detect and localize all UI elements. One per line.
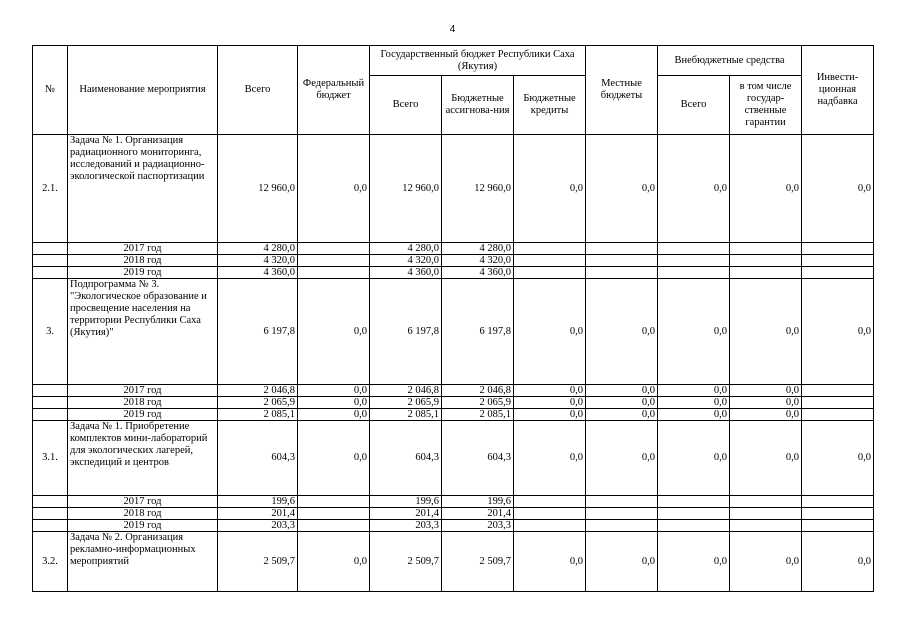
cell-federal: [298, 267, 370, 279]
cell-local-budgets: [586, 520, 658, 532]
cell-investment: 0,0: [802, 135, 874, 243]
cell-federal: 0,0: [298, 421, 370, 496]
cell-offbudget-guarantees: [730, 255, 802, 267]
year-label: 2017 год: [68, 496, 218, 508]
row-index: [33, 255, 68, 267]
year-row: [33, 397, 874, 409]
header-name: Наименование мероприятия: [68, 46, 218, 135]
cell-state-allocations: 201,4: [442, 508, 514, 520]
cell-local-budgets: 0,0: [586, 279, 658, 385]
row-index: [33, 243, 68, 255]
year-row: [33, 508, 874, 520]
cell-total: 199,6: [218, 496, 298, 508]
year-label: 2018 год: [68, 397, 218, 409]
cell-local-budgets: 0,0: [586, 409, 658, 421]
cell-state-total: 2 065,9: [370, 397, 442, 409]
cell-offbudget-total: 0,0: [658, 397, 730, 409]
cell-investment: 0,0: [802, 279, 874, 385]
row-index: [33, 385, 68, 397]
cell-state-total: 2 085,1: [370, 409, 442, 421]
row-index: [33, 397, 68, 409]
cell-investment: [802, 385, 874, 397]
cell-offbudget-guarantees: [730, 496, 802, 508]
cell-local-budgets: 0,0: [586, 385, 658, 397]
cell-state-total: 203,3: [370, 520, 442, 532]
cell-total: 201,4: [218, 508, 298, 520]
cell-federal: [298, 255, 370, 267]
cell-total: 2 046,8: [218, 385, 298, 397]
cell-local-budgets: [586, 496, 658, 508]
cell-state-allocations: 604,3: [442, 421, 514, 496]
cell-state-total: 201,4: [370, 508, 442, 520]
row-index: [33, 520, 68, 532]
cell-state-total: 2 046,8: [370, 385, 442, 397]
cell-federal: 0,0: [298, 409, 370, 421]
cell-investment: [802, 496, 874, 508]
row-index: [33, 409, 68, 421]
year-row: [33, 409, 874, 421]
cell-total: 604,3: [218, 421, 298, 496]
cell-investment: 0,0: [802, 532, 874, 592]
cell-state-allocations: 4 320,0: [442, 255, 514, 267]
cell-local-budgets: 0,0: [586, 532, 658, 592]
cell-state-total: 6 197,8: [370, 279, 442, 385]
cell-state-allocations: 203,3: [442, 520, 514, 532]
year-label: 2018 год: [68, 508, 218, 520]
cell-state-credits: 0,0: [514, 279, 586, 385]
header-investment: Инвести-ционная надбавка: [802, 46, 874, 135]
cell-state-credits: [514, 508, 586, 520]
header-total: Всего: [218, 46, 298, 135]
year-row: [33, 255, 874, 267]
cell-local-budgets: 0,0: [586, 135, 658, 243]
cell-state-total: 604,3: [370, 421, 442, 496]
cell-federal: [298, 243, 370, 255]
cell-total: 6 197,8: [218, 279, 298, 385]
cell-offbudget-total: 0,0: [658, 135, 730, 243]
cell-investment: 0,0: [802, 421, 874, 496]
table-row: [33, 279, 874, 385]
activity-name: Задача № 2. Организация рекламно-информационных мероприятий: [68, 532, 218, 592]
cell-total: 12 960,0: [218, 135, 298, 243]
activity-name: Задача № 1. Организация радиационного мониторинга, исследований и радиационно-экологической паспортизации: [68, 135, 218, 243]
header-state-total: Всего: [370, 76, 442, 135]
table-body: [33, 135, 874, 592]
cell-local-budgets: [586, 255, 658, 267]
cell-state-total: 199,6: [370, 496, 442, 508]
cell-offbudget-guarantees: 0,0: [730, 279, 802, 385]
cell-offbudget-total: 0,0: [658, 532, 730, 592]
year-row: [33, 385, 874, 397]
cell-total: 4 360,0: [218, 267, 298, 279]
row-index: 2.1.: [33, 135, 68, 243]
cell-state-credits: [514, 496, 586, 508]
row-index: 3.1.: [33, 421, 68, 496]
cell-offbudget-total: 0,0: [658, 409, 730, 421]
year-label: 2017 год: [68, 385, 218, 397]
cell-investment: [802, 520, 874, 532]
cell-state-allocations: 2 046,8: [442, 385, 514, 397]
cell-state-total: 4 360,0: [370, 267, 442, 279]
cell-offbudget-total: 0,0: [658, 279, 730, 385]
header-state-allocations: Бюджетные ассигнова-ния: [442, 76, 514, 135]
cell-state-credits: 0,0: [514, 135, 586, 243]
year-row: [33, 520, 874, 532]
cell-investment: [802, 409, 874, 421]
cell-offbudget-total: [658, 255, 730, 267]
cell-offbudget-total: [658, 520, 730, 532]
cell-federal: [298, 496, 370, 508]
cell-state-allocations: 2 065,9: [442, 397, 514, 409]
row-index: 3.: [33, 279, 68, 385]
cell-offbudget-guarantees: 0,0: [730, 385, 802, 397]
header-offbudget-guarantees: в том числе государ-ственные гарантии: [730, 76, 802, 135]
cell-state-total: 4 320,0: [370, 255, 442, 267]
cell-federal: [298, 520, 370, 532]
row-index: [33, 496, 68, 508]
cell-total: 4 320,0: [218, 255, 298, 267]
cell-state-allocations: 12 960,0: [442, 135, 514, 243]
cell-total: 2 065,9: [218, 397, 298, 409]
row-index: [33, 267, 68, 279]
cell-local-budgets: [586, 243, 658, 255]
header-offbudget: Внебюджетные средства: [658, 46, 802, 76]
year-label: 2019 год: [68, 409, 218, 421]
table-row: [33, 532, 874, 592]
cell-federal: 0,0: [298, 397, 370, 409]
cell-state-credits: [514, 267, 586, 279]
cell-federal: 0,0: [298, 385, 370, 397]
header-number: №: [33, 46, 68, 135]
cell-federal: [298, 508, 370, 520]
header-local-budgets: Местные бюджеты: [586, 46, 658, 135]
cell-offbudget-total: [658, 508, 730, 520]
cell-total: 2 509,7: [218, 532, 298, 592]
cell-offbudget-guarantees: [730, 520, 802, 532]
header-offbudget-total: Всего: [658, 76, 730, 135]
cell-state-credits: [514, 243, 586, 255]
cell-offbudget-total: [658, 496, 730, 508]
cell-local-budgets: [586, 267, 658, 279]
cell-state-credits: 0,0: [514, 397, 586, 409]
cell-offbudget-guarantees: 0,0: [730, 409, 802, 421]
cell-state-allocations: 2 509,7: [442, 532, 514, 592]
header-federal: Федеральный бюджет: [298, 46, 370, 135]
table-row: [33, 421, 874, 496]
cell-offbudget-guarantees: 0,0: [730, 135, 802, 243]
cell-offbudget-guarantees: 0,0: [730, 397, 802, 409]
row-index: 3.2.: [33, 532, 68, 592]
cell-offbudget-guarantees: 0,0: [730, 532, 802, 592]
cell-state-credits: [514, 255, 586, 267]
page-number: 4: [449, 24, 456, 35]
year-row: [33, 496, 874, 508]
header-state-credits: Бюджетные кредиты: [514, 76, 586, 135]
cell-offbudget-total: 0,0: [658, 421, 730, 496]
cell-state-credits: [514, 520, 586, 532]
cell-offbudget-guarantees: [730, 508, 802, 520]
cell-offbudget-total: [658, 243, 730, 255]
year-label: 2019 год: [68, 267, 218, 279]
cell-offbudget-guarantees: [730, 267, 802, 279]
cell-state-allocations: 199,6: [442, 496, 514, 508]
cell-state-credits: 0,0: [514, 385, 586, 397]
year-row: [33, 243, 874, 255]
cell-state-allocations: 2 085,1: [442, 409, 514, 421]
row-index: [33, 508, 68, 520]
cell-investment: [802, 267, 874, 279]
cell-investment: [802, 397, 874, 409]
year-label: 2018 год: [68, 255, 218, 267]
cell-local-budgets: [586, 508, 658, 520]
cell-local-budgets: 0,0: [586, 397, 658, 409]
cell-offbudget-total: [658, 267, 730, 279]
year-row: [33, 267, 874, 279]
cell-federal: 0,0: [298, 135, 370, 243]
cell-total: 2 085,1: [218, 409, 298, 421]
cell-state-credits: 0,0: [514, 532, 586, 592]
header-state-budget: Государственный бюджет Республики Саха (Якутия): [370, 46, 586, 76]
cell-total: 203,3: [218, 520, 298, 532]
cell-offbudget-guarantees: [730, 243, 802, 255]
cell-state-credits: 0,0: [514, 421, 586, 496]
cell-state-total: 2 509,7: [370, 532, 442, 592]
year-label: 2019 год: [68, 520, 218, 532]
table-row: [33, 135, 874, 243]
activity-name: Задача № 1. Приобретение комплектов мини-лабораторий для экологических лагерей, экспедиций и центров: [68, 421, 218, 496]
budget-table: [32, 45, 874, 592]
cell-state-total: 4 280,0: [370, 243, 442, 255]
cell-federal: 0,0: [298, 279, 370, 385]
cell-offbudget-guarantees: 0,0: [730, 421, 802, 496]
activity-name: Подпрограмма № 3. "Экологическое образование и просвещение населения на территории Республики Саха (Якутия)": [68, 279, 218, 385]
cell-state-allocations: 6 197,8: [442, 279, 514, 385]
cell-state-allocations: 4 280,0: [442, 243, 514, 255]
cell-offbudget-total: 0,0: [658, 385, 730, 397]
cell-investment: [802, 508, 874, 520]
cell-state-total: 12 960,0: [370, 135, 442, 243]
year-label: 2017 год: [68, 243, 218, 255]
cell-federal: 0,0: [298, 532, 370, 592]
cell-local-budgets: 0,0: [586, 421, 658, 496]
cell-investment: [802, 255, 874, 267]
cell-state-allocations: 4 360,0: [442, 267, 514, 279]
cell-total: 4 280,0: [218, 243, 298, 255]
cell-investment: [802, 243, 874, 255]
cell-state-credits: 0,0: [514, 409, 586, 421]
